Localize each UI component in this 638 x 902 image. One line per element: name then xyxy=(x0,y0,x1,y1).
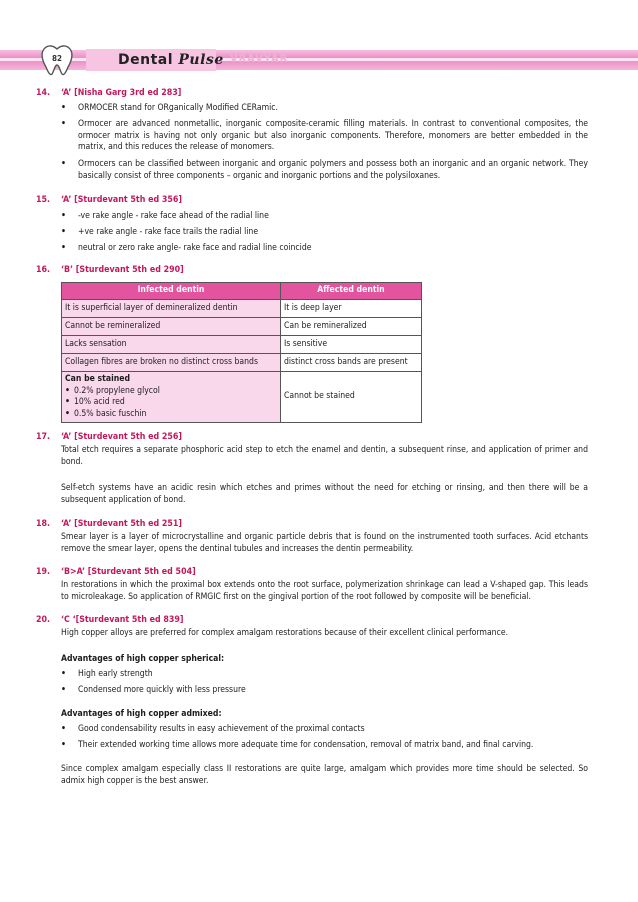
answer-reference: ‘A’ [Sturdevant 5th ed 356] xyxy=(61,195,183,205)
cell-title: Can be stained xyxy=(65,374,131,384)
table-cell: It is superficial layer of demineralized dentin xyxy=(62,300,281,318)
paragraph: Smear layer is a layer of microcrystalline and organic particle debris that is found on the instrumented tooth surfaces. Acid etchants remove the smear layer, opens the dentinal tubules and increases the dentin permeability. xyxy=(61,532,588,554)
answer-reference: ‘B’ [Sturdevant 5th ed 290] xyxy=(61,265,184,275)
bullet-icon: • xyxy=(65,408,70,419)
subheading: Advantages of high copper spherical: xyxy=(61,654,225,664)
bullet-icon: • xyxy=(61,740,66,750)
answer-reference: ‘C ‘[Sturdevant 5th ed 839] xyxy=(61,615,184,625)
bullet-icon: • xyxy=(61,211,66,221)
table-cell: Can be remineralized xyxy=(281,318,422,336)
answer-reference: ‘A’ [Nisha Garg 3rd ed 283] xyxy=(61,88,182,98)
table-row xyxy=(62,318,422,336)
answer-reference: ‘B>A’ [Sturdevant 5th ed 504] xyxy=(61,567,196,577)
table-cell xyxy=(62,372,281,423)
question-number: 20. xyxy=(36,615,51,625)
bullet-icon: • xyxy=(61,227,66,237)
table-cell: Cannot be remineralized xyxy=(62,318,281,336)
bullet-icon: • xyxy=(61,685,66,695)
question-number: 17. xyxy=(36,432,51,442)
table-cell: Collagen fibres are broken no distinct cross bands xyxy=(62,354,281,372)
list-item: • 10% acid red xyxy=(65,397,125,408)
bullet-icon: • xyxy=(61,103,66,113)
answer-reference: ‘A’ [Sturdevant 5th ed 251] xyxy=(61,519,183,529)
question-number: 16. xyxy=(36,265,51,275)
dentin-comparison-table xyxy=(61,282,422,423)
bullet-icon: • xyxy=(65,397,70,408)
table-row xyxy=(62,300,422,318)
bullet-icon: • xyxy=(61,724,66,734)
book-title xyxy=(118,51,224,69)
header-ghost-text: VRAVYAR xyxy=(230,52,289,65)
paragraph: Self-etch systems have an acidic resin which etches and primes without the need for etching or rinsing, and then there will be a subsequent application of bond. xyxy=(61,483,588,505)
bullet-icon: • xyxy=(65,385,70,396)
list-item: • 0.5% basic fuschin xyxy=(65,408,147,419)
bullet-icon: • xyxy=(61,159,66,169)
column-header: Affected dentin xyxy=(281,283,422,300)
list-item: • 0.2% propylene glycol xyxy=(65,385,160,396)
bullet-icon: • xyxy=(61,243,66,253)
paragraph: Since complex amalgam especially class II restorations are quite large, amalgam which provides more time should be selected. So admix high copper is the best answer. xyxy=(61,764,588,786)
table-row xyxy=(62,336,422,354)
table-cell: distinct cross bands are present xyxy=(281,354,422,372)
table-header-row xyxy=(62,283,422,300)
table-cell: Lacks sensation xyxy=(62,336,281,354)
question-number: 15. xyxy=(36,195,51,205)
paragraph: In restorations in which the proximal box extends onto the root surface, polymerization shrinkage can lead a V-shaped gap. This leads to microleakage. So application of RMGIC first on the gingival portion of the root followed by composite will be beneficial. xyxy=(61,580,588,602)
table-row xyxy=(62,372,422,423)
bullet-icon: • xyxy=(61,119,66,129)
book-title-bold: Dental xyxy=(118,52,174,68)
paragraph: Total etch requires a separate phosphoric acid step to etch the enamel and dentin, a subsequent rinse, and application of primer and bond. xyxy=(61,445,588,467)
bullet-icon: • xyxy=(61,669,66,679)
question-number: 18. xyxy=(36,519,51,529)
question-number: 14. xyxy=(36,88,51,98)
column-header: Infected dentin xyxy=(62,283,281,300)
page-number: 82 xyxy=(51,54,62,63)
table-row xyxy=(62,354,422,372)
table-cell: Is sensitive xyxy=(281,336,422,354)
book-title-script: Pulse xyxy=(178,52,224,68)
subheading: Advantages of high copper admixed: xyxy=(61,709,222,719)
paragraph: High copper alloys are preferred for complex amalgam restorations because of their excellent clinical performance. xyxy=(61,628,509,638)
table-cell: Cannot be stained xyxy=(281,372,422,423)
table-cell: It is deep layer xyxy=(281,300,422,318)
question-number: 19. xyxy=(36,567,51,577)
answer-reference: ‘A’ [Sturdevant 5th ed 256] xyxy=(61,432,183,442)
